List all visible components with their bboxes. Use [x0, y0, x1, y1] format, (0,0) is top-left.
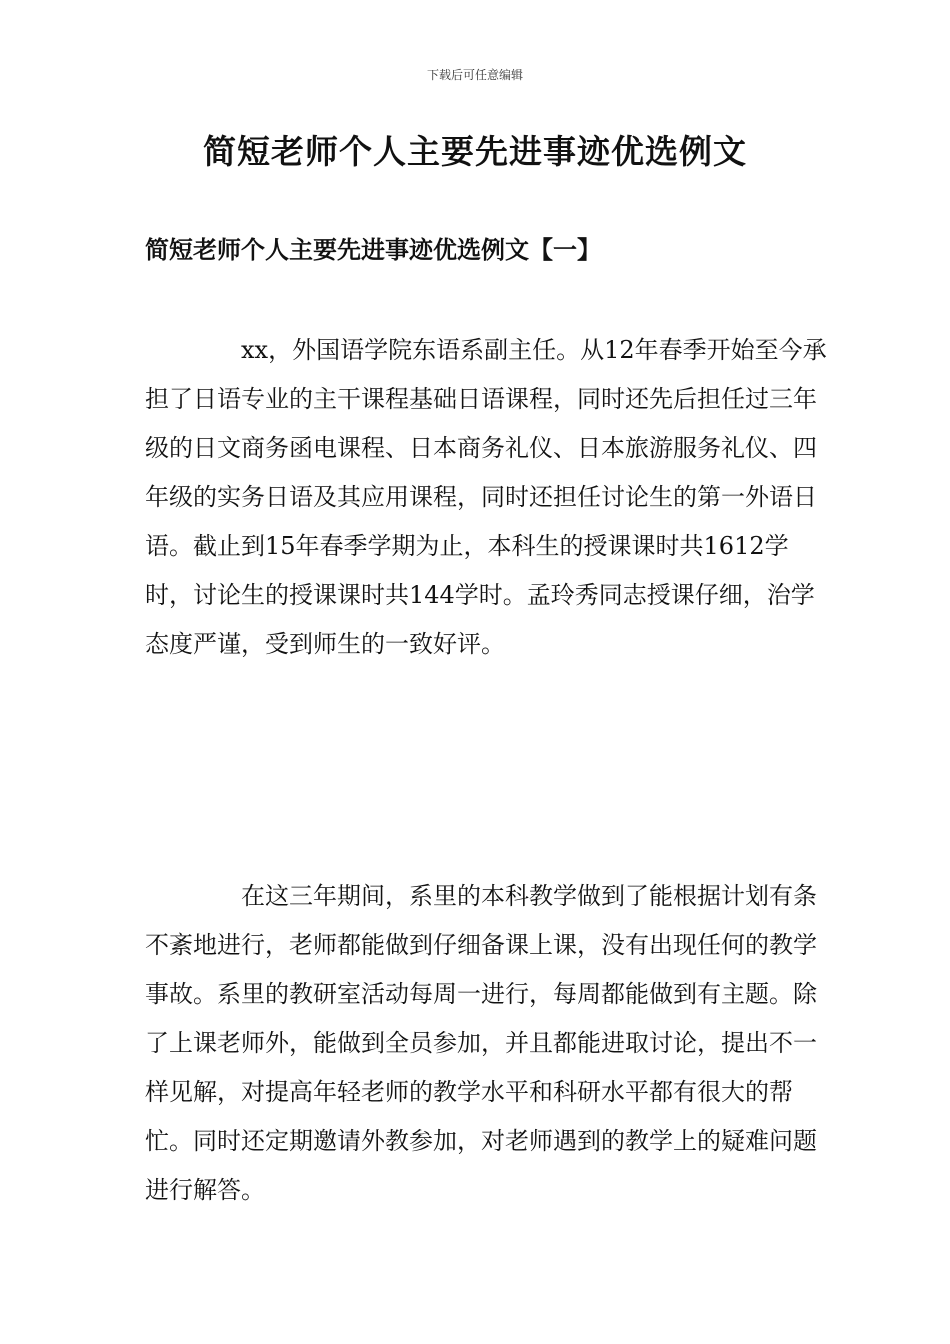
section-heading: 简短老师个人主要先进事迹优选例文【一】: [145, 235, 601, 264]
document-title: 简短老师个人主要先进事迹优选例文: [203, 132, 747, 171]
body-paragraph-1: xx，外国语学院东语系副主任。从12年春季开始至今承担了日语专业的主干课程基础日语课程，同时还先后担任过三年级的日文商务函电课程、日本商务礼仪、日本旅游服务礼仪、四年级的实务日语及其应用课程，同时还担任讨论生的第一外语日语。截止到15年春季学期为止，本科生的授课课时共1612学时，讨论生的授课课时共144学时。孟玲秀同志授课仔细，治学态度严谨，受到师生的一致好评。: [145, 336, 827, 658]
body-paragraph-2: 在这三年期间，系里的本科教学做到了能根据计划有条不紊地进行，老师都能做到仔细备课上课，没有出现任何的教学事故。系里的教研室活动每周一进行，每周都能做到有主题。除了上课老师外，能做到全员参加，并且都能进取讨论，提出不一样见解，对提高年轻老师的教学水平和科研水平都有很大的帮忙。同时还定期邀请外教参加，对老师遇到的教学上的疑难问题进行解答。: [145, 882, 817, 1204]
header-note: 下载后可任意编辑: [426, 68, 523, 82]
